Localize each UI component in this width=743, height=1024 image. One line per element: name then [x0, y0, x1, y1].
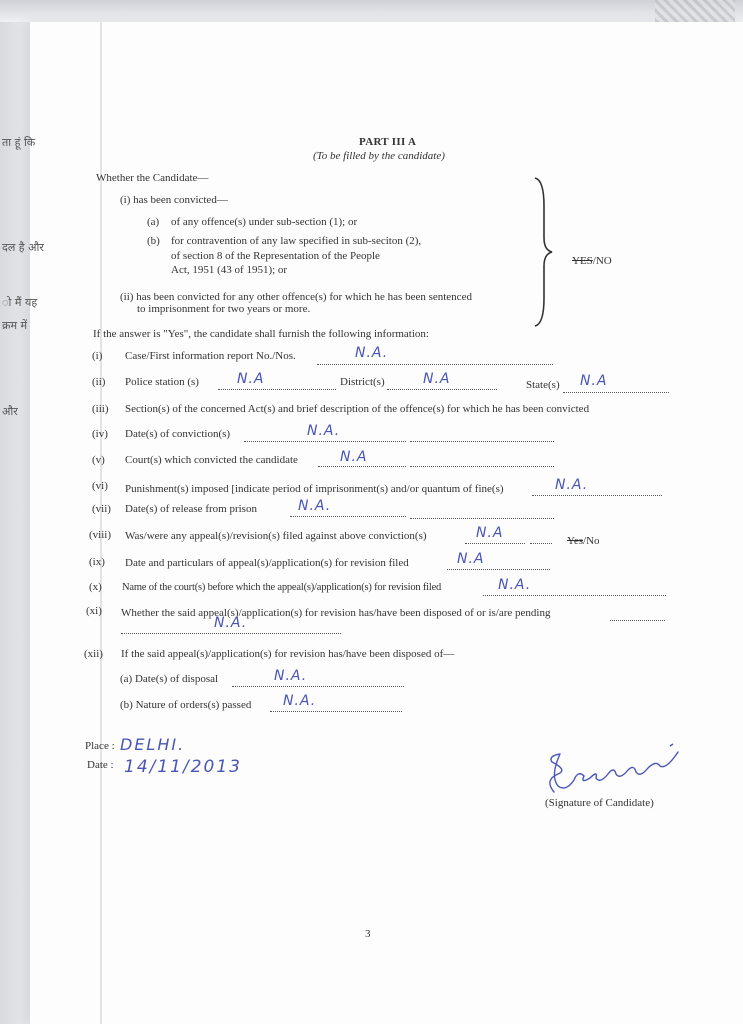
page-subtitle: (To be filled by the candidate): [313, 150, 445, 162]
handwritten-value: N.A: [423, 371, 451, 387]
curly-brace: [532, 176, 554, 328]
question-ii-line2: to imprisonment for two years or more.: [137, 303, 311, 315]
date-value: 14/11/2013: [124, 757, 242, 777]
fill-line: [387, 389, 497, 390]
ornamental-border: [655, 0, 735, 22]
item-number: (ix): [89, 556, 105, 568]
handwritten-value: N.A: [476, 525, 504, 541]
handwritten-value: N.A.: [298, 498, 332, 514]
district-label: District(s): [340, 376, 385, 388]
fill-line: [317, 364, 553, 365]
state-label: State(s): [526, 379, 560, 391]
handwritten-value: N.A.: [307, 423, 341, 439]
handwritten-value: N.A: [457, 551, 485, 567]
item-label: Court(s) which convicted the candidate: [125, 454, 298, 466]
fill-line: [610, 620, 665, 621]
answer-yes-struck: YES: [572, 255, 593, 267]
question-i: (i) has been convicted—: [120, 194, 228, 206]
fill-line: [410, 441, 554, 442]
fill-line: [410, 518, 554, 519]
fill-line: [563, 392, 669, 393]
item-label: Section(s) of the concerned Act(s) and brief description of the offence(s) for which he has been convicted: [125, 403, 590, 415]
signature-caption: (Signature of Candidate): [545, 797, 654, 809]
item-label: Police station (s): [125, 376, 199, 388]
instruction-text: If the answer is "Yes", the candidate shall furnish the following information:: [93, 328, 429, 340]
fill-line: [121, 633, 341, 634]
fill-line: [218, 389, 336, 390]
item-number: (iii): [92, 403, 109, 415]
item-number: (xi): [86, 605, 102, 617]
appeal-no: /No: [583, 535, 600, 547]
fill-line: [270, 711, 402, 712]
question-intro: Whether the Candidate—: [96, 172, 209, 184]
handwritten-value: N.A: [237, 371, 265, 387]
item-label: If the said appeal(s)/application(s) for revision has/have been disposed of—: [121, 648, 455, 660]
fill-line: [465, 543, 525, 544]
handwritten-value: N.A.: [355, 345, 389, 361]
item-label: Punishment(s) imposed [indicate period of imprisonment(s) and/or quantum of fine(s): [125, 483, 504, 495]
disposal-date-label: (a) Date(s) of disposal: [120, 673, 219, 685]
fill-line: [244, 441, 406, 442]
margin-fragment: दल है और: [2, 241, 44, 254]
item-label: Date(s) of conviction(s): [125, 428, 231, 440]
item-number: (xii): [84, 648, 103, 660]
margin-fragment: और: [2, 405, 18, 418]
handwritten-value: N.A.: [555, 477, 589, 493]
question-b-label: (b): [147, 235, 160, 247]
item-number: (iv): [92, 428, 108, 440]
answer-no: /NO: [592, 255, 612, 267]
fill-line: [447, 569, 550, 570]
orders-nature-label: (b) Nature of orders(s) passed: [120, 699, 252, 711]
date-label: Date :: [87, 759, 114, 771]
place-label: Place :: [85, 740, 115, 752]
page-title: PART III A: [359, 136, 417, 148]
answer-yes-no: [572, 255, 612, 267]
question-b-line1: for contravention of any law specified in sub-seciton (2),: [171, 235, 422, 247]
question-b-line2: of section 8 of the Representation of the People: [171, 250, 380, 262]
fill-line: [410, 466, 554, 467]
fill-line: [532, 495, 662, 496]
item-label: Name of the court(s) before which the appeal(s)/application(s) for revision filed: [122, 582, 442, 593]
item-number: (v): [92, 454, 105, 466]
fill-line: [530, 543, 552, 544]
item-label: Date and particulars of appeal(s)/application(s) for revision filed: [125, 557, 409, 569]
margin-fragment: ता हूं कि: [2, 136, 36, 149]
handwritten-value: N.A.: [498, 577, 532, 593]
handwritten-value: N.A: [580, 373, 608, 389]
fill-line: [483, 595, 666, 596]
item-label: Was/were any appeal(s)/revision(s) filed against above conviction(s): [125, 530, 427, 542]
item-number: (viii): [89, 529, 111, 541]
item-number: (vii): [92, 503, 111, 515]
item-label: Date(s) of release from prison: [125, 503, 257, 515]
appeal-yes-struck: Yes: [567, 535, 584, 547]
page-underlay-top: [0, 0, 743, 22]
handwritten-value: N.A.: [283, 693, 317, 709]
item-number: (vi): [92, 480, 108, 492]
handwritten-value: N.A.: [274, 668, 308, 684]
fill-line: [232, 686, 404, 687]
fill-line: [318, 466, 406, 467]
item-number: (i): [92, 350, 103, 362]
item-label: Whether the said appeal(s)/application(s) for revision has/have been disposed of or is/are pending: [121, 607, 551, 619]
place-value: DELHI.: [120, 735, 186, 754]
item-number: (x): [89, 581, 102, 593]
question-b-line3: Act, 1951 (43 of 1951); or: [171, 264, 288, 276]
fill-line: [290, 516, 406, 517]
margin-fragment: ो मैं यह: [2, 296, 38, 309]
item-number: (ii): [92, 376, 106, 388]
margin-fragment: क्रम में: [2, 319, 28, 332]
question-a-text: of any offence(s) under sub-section (1); or: [171, 216, 358, 228]
handwritten-value: N.A.: [214, 615, 248, 631]
handwritten-value: N.A: [340, 449, 368, 465]
handwritten-signature: [540, 740, 690, 798]
item-label: Case/First information report No./Nos.: [125, 350, 296, 362]
page-number: 3: [365, 928, 371, 940]
question-a-label: (a): [147, 216, 160, 228]
question-ii-line1: (ii) has been convicted for any other offence(s) for which he has been sentenced: [120, 291, 472, 303]
appeal-yes-no: [567, 535, 600, 547]
